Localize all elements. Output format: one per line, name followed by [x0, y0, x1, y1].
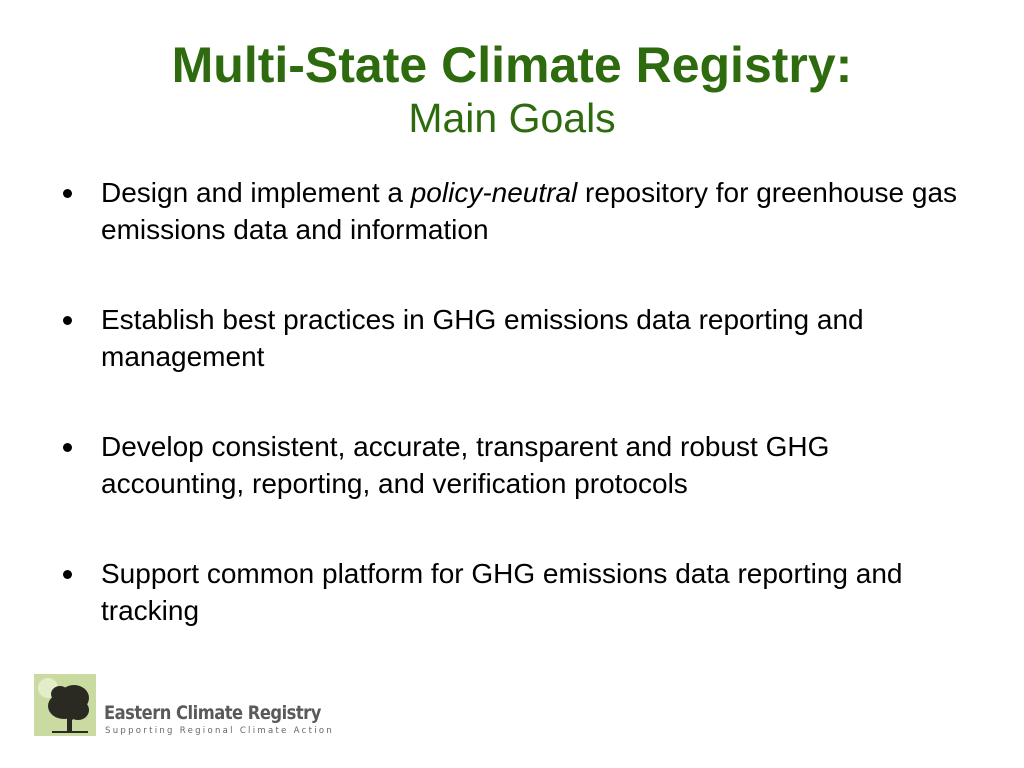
goal-item-protocols [60, 428, 960, 502]
goal-text: Develop consistent, accurate, transparent and robust GHG accounting, reporting, and verification protocols [101, 431, 830, 499]
goals-list [60, 174, 960, 682]
tree-icon [34, 674, 96, 736]
slide-subtitle: Main Goals [408, 95, 616, 141]
goal-item-platform [60, 555, 960, 629]
slide-title-block [0, 36, 1024, 142]
goal-text: Establish best practices in GHG emissions data reporting and management [101, 304, 864, 372]
goal-emphasis: policy-neutral [410, 177, 578, 208]
goal-text: Support common platform for GHG emissions data reporting and tracking [101, 558, 903, 626]
eastern-climate-registry-logo [34, 674, 334, 740]
logo-tagline: Supporting Regional Climate Action [105, 726, 335, 736]
bullet-dot-icon [63, 443, 72, 452]
bullet-dot-icon [63, 316, 72, 325]
goal-item-design [60, 174, 960, 248]
logo-name: Eastern Climate Registry [104, 702, 321, 724]
goal-item-best-practices [60, 301, 960, 375]
bullet-dot-icon [63, 189, 72, 198]
slide-title: Multi-State Climate Registry: [171, 37, 853, 93]
bullet-dot-icon [63, 570, 72, 579]
goal-text-after: repository for greenhouse gas emissions data and information [101, 177, 958, 245]
goal-text-before: Design and implement a [101, 177, 411, 208]
